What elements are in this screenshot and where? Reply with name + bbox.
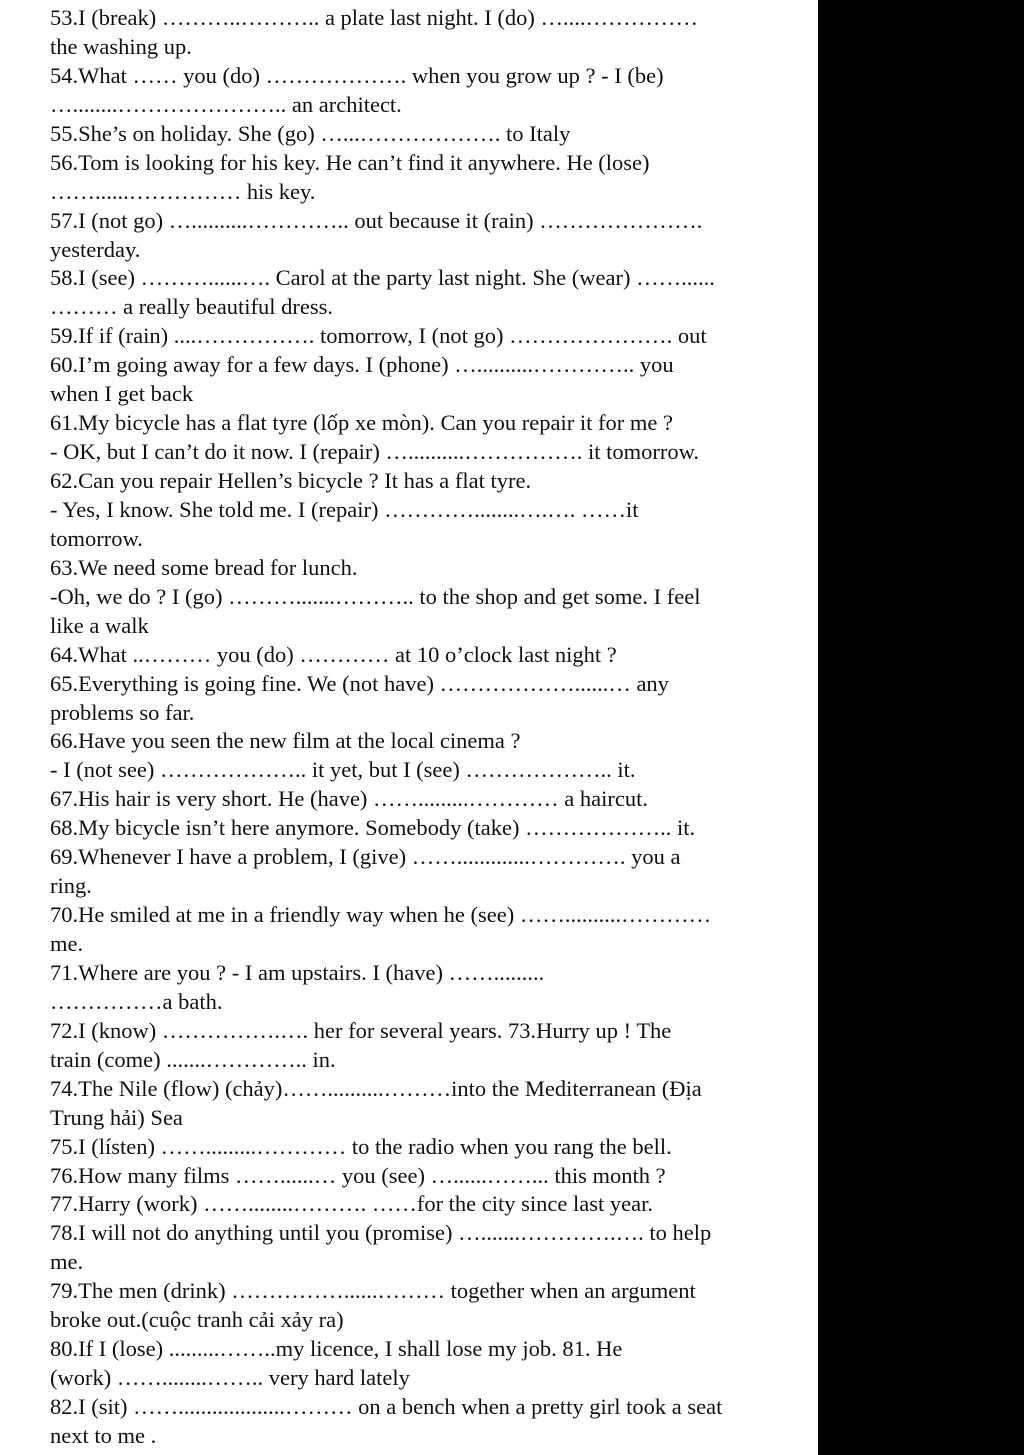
text-line: 80.If I (lose) .........……..my licence, I shall lose my job. 81. He <box>50 1336 623 1362</box>
text-line: tomorrow. <box>50 525 143 551</box>
text-line: 64.What ..……… you (do) ………… at 10 o’clock last night ? <box>50 641 617 667</box>
text-line: 71.Where are you ? - I am upstairs. I (have) ……......... <box>50 959 545 985</box>
text-line: -Oh, we do ? I (go) ……….......……….. to the shop and get some. I feel <box>50 583 701 609</box>
text-line: 69.Whenever I have a problem, I (give) …….............…………. you a <box>50 844 681 870</box>
text-line: …........………………….. an architect. <box>50 91 402 117</box>
text-line: 79.The men (drink) ……………......……… together when an argument <box>50 1278 696 1304</box>
text-line: 72.I (know) …………….…. her for several years. 73.Hurry up ! The <box>50 1017 672 1043</box>
text-line: me. <box>50 931 84 956</box>
text-line: 55.She’s on holiday. She (go) …...………………. to Italy <box>50 120 571 146</box>
text-line: 70.He smiled at me in a friendly way when he (see) ……..........………… <box>50 902 712 928</box>
text-line: 74.The Nile (flow) (chảy)……..........………into the Mediterranean (Địa <box>50 1075 702 1101</box>
text-line: 82.I (sit) ……...................……… on a bench when a pretty girl took a seat <box>50 1394 723 1419</box>
text-line: problems so far. <box>50 699 195 725</box>
text-line: 77.Harry (work) ……........………. ……for the city since last year. <box>50 1191 653 1217</box>
text-line: broke out.(cuộc tranh cải xảy ra) <box>50 1307 344 1333</box>
text-line: ……………a bath. <box>50 988 223 1014</box>
text-line: 65.Everything is going fine. We (not have) ………………......… any <box>50 670 669 696</box>
text-line: 75.I (lísten) …….........………… to the radio when you rang the bell. <box>50 1133 672 1159</box>
text-line: 56.Tom is looking for his key. He can’t find it anywhere. He (lose) <box>50 149 650 175</box>
text-line: 62.Can you repair Hellen’s bicycle ? It has a flat tyre. <box>50 468 532 493</box>
text-line: - OK, but I can’t do it now. I (repair) …..........……………. it tomorrow. <box>50 439 700 465</box>
text-line: 63.We need some bread for lunch. <box>50 554 358 580</box>
text-line: ring. <box>50 873 92 899</box>
text-line: 60.I’m going away for a few days. I (phone) …..........………….. you <box>50 352 674 378</box>
text-line: 58.I (see) ………......…. Carol at the party last night. She (wear) ……...... <box>50 265 715 291</box>
text-line: (work) ……........…….. very hard lately <box>50 1365 410 1391</box>
text-line: 76.How many films ……......… you (see) …......……... this month ? <box>50 1162 666 1188</box>
text-line: - Yes, I know. She told me. I (repair) …………........….…. ……it <box>50 496 639 522</box>
exercise-text <box>50 4 795 1451</box>
text-line: 54.What …… you (do) ………………. when you grow up ? - I (be) <box>50 62 664 88</box>
text-line: 67.His hair is very short. He (have) …….........………… a haircut. <box>50 786 648 812</box>
text-line: 53.I (break) ………..……….. a plate last night. I (do) …....…………… <box>50 5 699 30</box>
text-line: the washing up. <box>50 33 192 59</box>
text-line: like a walk <box>50 612 149 638</box>
text-line: ……… a really beautiful dress. <box>50 294 334 320</box>
text-line: 78.I will not do anything until you (promise) ….......………….…. to help <box>50 1220 712 1246</box>
text-line: next to me . <box>50 1422 157 1448</box>
text-line: 61.My bicycle has a flat tyre (lốp xe mòn). Can you repair it for me ? <box>50 410 673 436</box>
text-line: Trung hải) Sea <box>50 1104 183 1130</box>
text-line: yesterday. <box>50 236 141 262</box>
text-line: ……......…………… his key. <box>50 178 316 204</box>
text-line: me. <box>50 1249 84 1275</box>
text-line: when I get back <box>50 381 194 407</box>
text-line: train (come) .......………….. in. <box>50 1046 336 1072</box>
text-line: - I (not see) ……………….. it yet, but I (see) ……………….. it. <box>50 757 636 783</box>
text-line: 68.My bicycle isn’t here anymore. Somebody (take) ……………….. it. <box>50 815 696 841</box>
text-line: 57.I (not go) …..........………….. out because it (rain) …………………. <box>50 207 703 233</box>
text-line: 66.Have you seen the new film at the local cinema ? <box>50 728 521 754</box>
text-line: 59.If if (rain) ....……………. tomorrow, I (not go) …………………. out <box>50 323 707 349</box>
